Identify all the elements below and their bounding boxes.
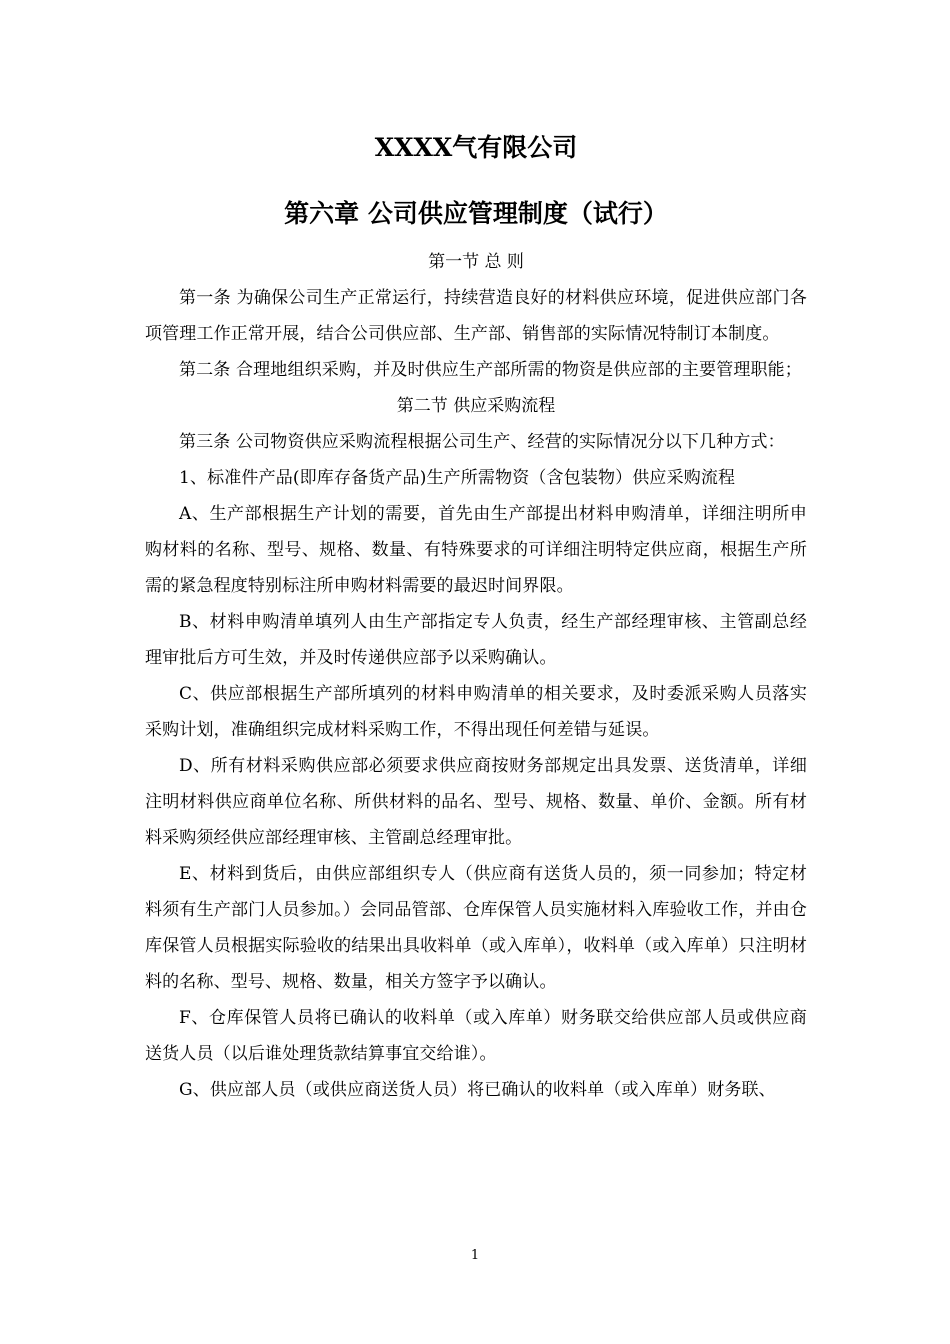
section-heading-general: 第一节 总 则 bbox=[428, 252, 524, 272]
article-1-paragraph: 第一条 为确保公司生产正常运行，持续营造良好的材料供应环境，促进供应部门各项管理工作正常开展，结合公司供应部、生产部、销售部的实际情况特制订本制度。 bbox=[145, 288, 807, 344]
item-d-paragraph: D、所有材料采购供应部必须要求供应商按财务部规定出具发票、送货清单，详细注明材料供应商单位名称、所供材料的品名、型号、规格、数量、单价、金额。所有材料采购须经供应部经理审核、主管副总经理审批。 bbox=[145, 756, 807, 848]
item-e-paragraph: E、材料到货后，由供应部组织专人（供应商有送货人员的，须一同参加；特定材料须有生产部门人员参加。）会同品管部、仓库保管人员实施材料入库验收工作，并由仓库保管人员根据实际验收的结果出具收料单（或入库单），收料单（或入库单）只注明材料的名称、型号、规格、数量，相关方签字予以确认。 bbox=[145, 864, 807, 992]
page-number: 1 bbox=[470, 1248, 480, 1263]
article-2-paragraph: 第二条 合理地组织采购，并及时供应生产部所需的物资是供应部的主要管理职能； bbox=[179, 360, 802, 380]
chapter-title: 第六章 公司供应管理制度（试行） bbox=[284, 199, 668, 228]
document-body bbox=[145, 128, 807, 1108]
article-3-paragraph: 第三条 公司物资供应采购流程根据公司生产、经营的实际情况分以下几种方式： bbox=[179, 432, 785, 452]
item-f-paragraph: F、仓库保管人员将已确认的收料单（或入库单）财务联交给供应部人员或供应商送货人员（以后谁处理货款结算事宜交给谁）。 bbox=[145, 1008, 807, 1064]
section-heading-procurement: 第二节 供应采购流程 bbox=[396, 396, 556, 416]
company-title: XXXX气有限公司 bbox=[374, 133, 578, 162]
item-1-paragraph: 1、标准件产品(即库存备货产品)生产所需物资（含包装物）供应采购流程 bbox=[179, 468, 736, 488]
item-b-paragraph: B、材料申购清单填列人由生产部指定专人负责，经生产部经理审核、主管副总经理审批后方可生效，并及时传递供应部予以采购确认。 bbox=[145, 612, 807, 668]
item-a-paragraph: A、生产部根据生产计划的需要，首先由生产部提出材料申购清单，详细注明所申购材料的名称、型号、规格、数量、有特殊要求的可详细注明特定供应商，根据生产所需的紧急程度特别标注所申购材料需要的最迟时间界限。 bbox=[145, 504, 807, 596]
item-c-paragraph: C、供应部根据生产部所填列的材料申购清单的相关要求，及时委派采购人员落实采购计划，准确组织完成材料采购工作，不得出现任何差错与延误。 bbox=[145, 684, 807, 740]
item-g-paragraph: G、供应部人员（或供应商送货人员）将已确认的收料单（或入库单）财务联、 bbox=[179, 1080, 776, 1100]
